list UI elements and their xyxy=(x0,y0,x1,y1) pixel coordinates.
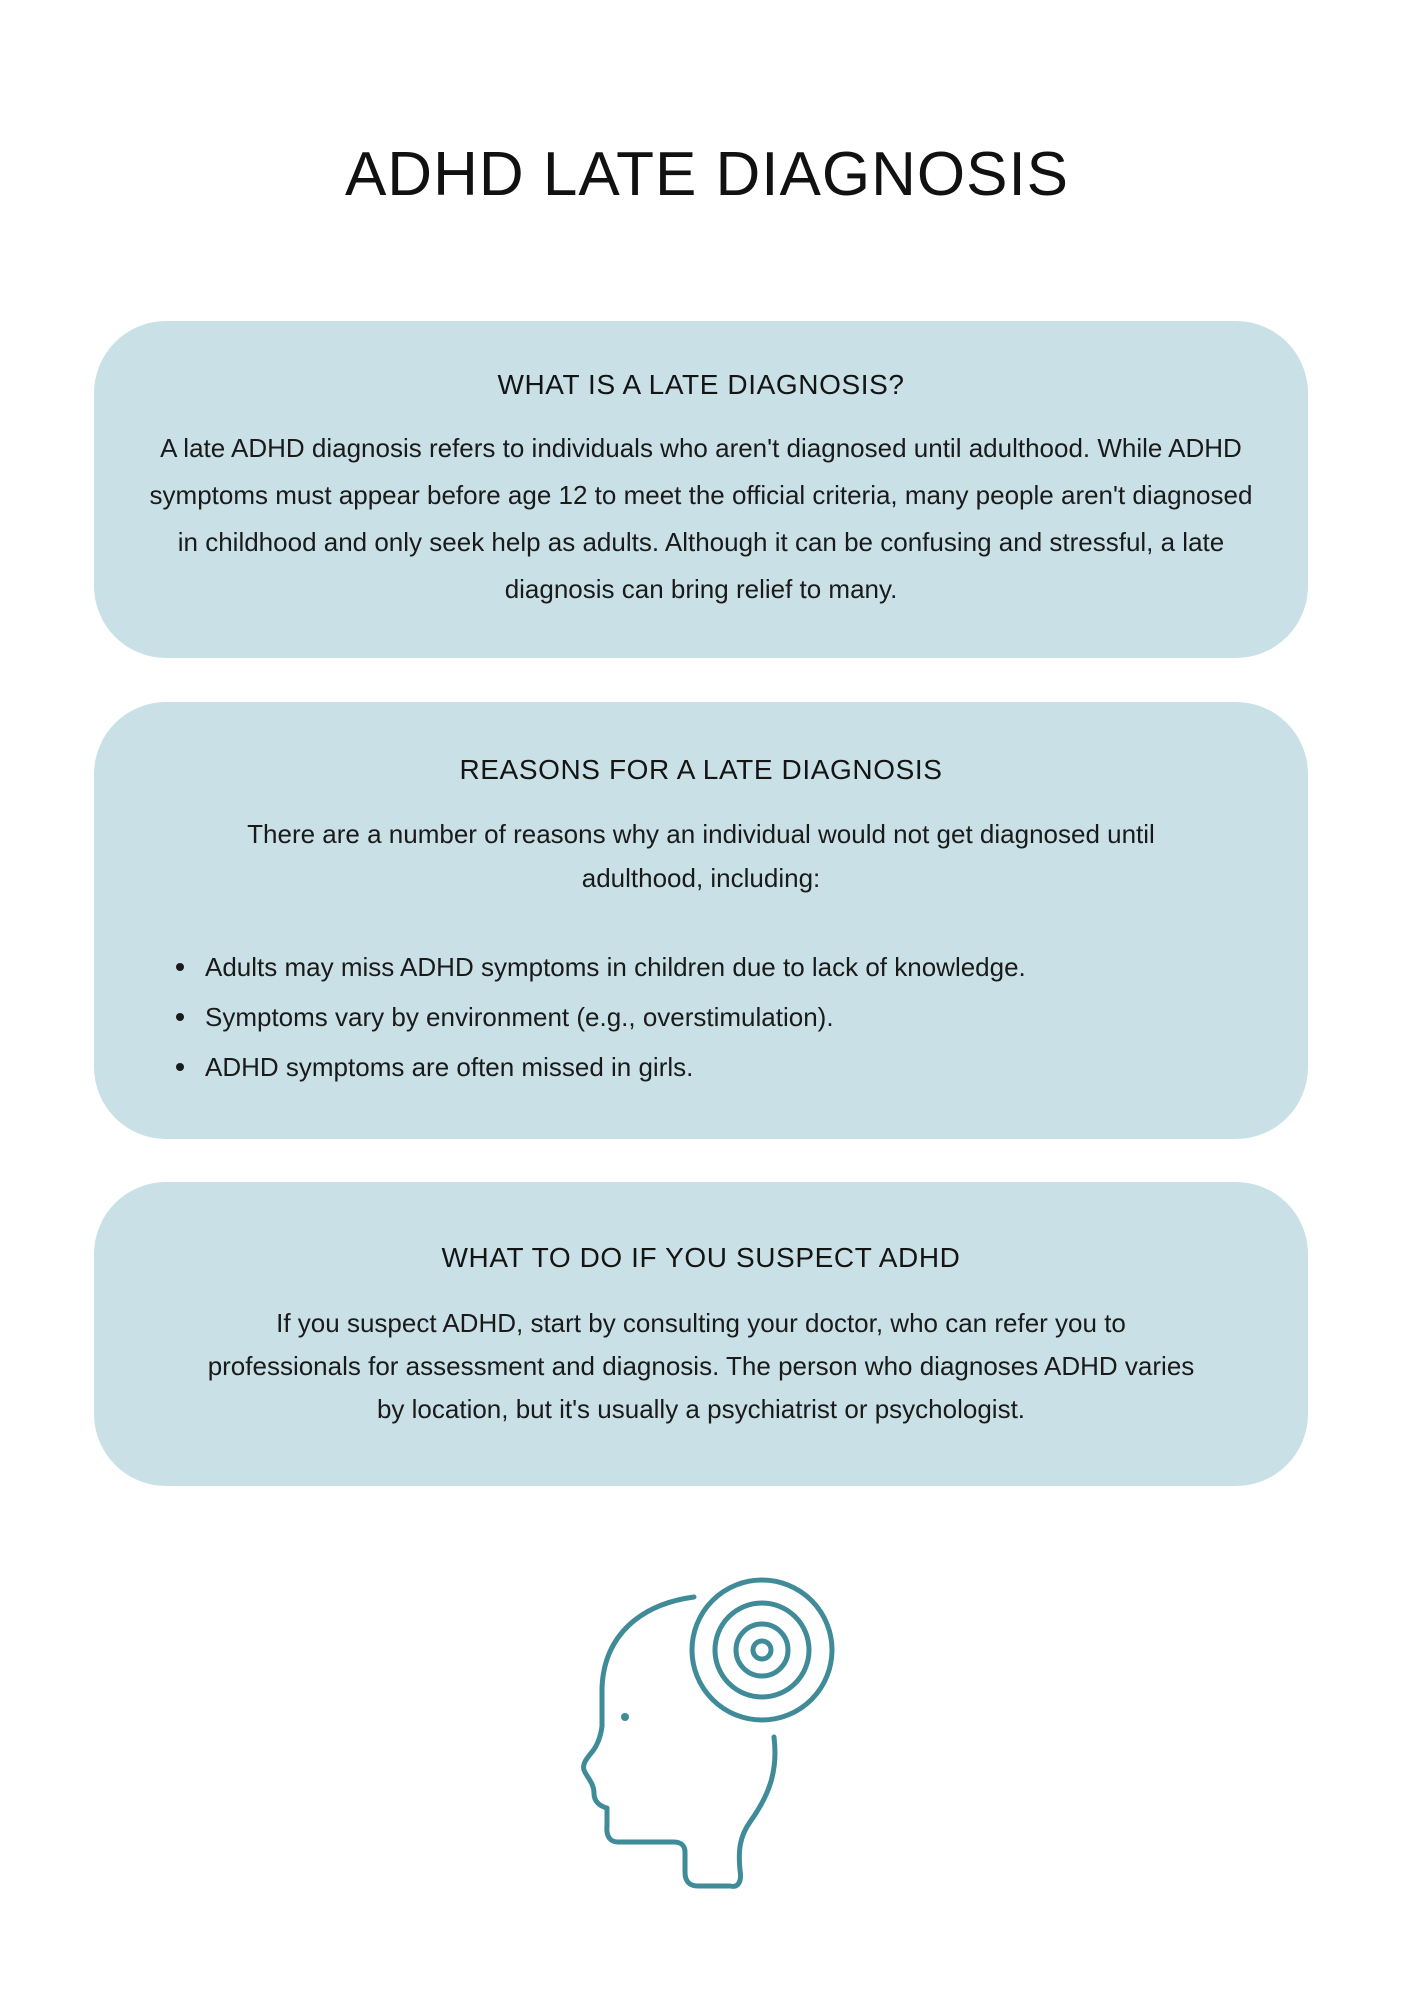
list-item xyxy=(94,1042,1308,1092)
target-inner-ring xyxy=(736,1624,788,1676)
card-heading: WHAT TO DO IF YOU SUSPECT ADHD xyxy=(441,1242,961,1273)
list-item-text: Symptoms vary by environment (e.g., overstimulation). xyxy=(205,1002,834,1032)
list-item-text: Adults may miss ADHD symptoms in children due to lack of knowledge. xyxy=(205,952,1026,982)
target-center-ring xyxy=(753,1641,771,1659)
card-body: If you suspect ADHD, start by consulting your doctor, who can refer you to professionals for assessment and diagnosis. The person who diagnoses ADHD varies by location, but it's usually a psychiatrist or psychologist. xyxy=(207,1308,1195,1424)
head-with-target-icon xyxy=(580,1570,850,1890)
reasons-list xyxy=(94,942,1308,1092)
bullet-icon xyxy=(176,1063,184,1071)
page-title: ADHD LATE DIAGNOSIS xyxy=(344,140,1070,209)
card-heading: REASONS FOR A LATE DIAGNOSIS xyxy=(459,754,943,785)
card-what-is-late-diagnosis xyxy=(94,321,1308,658)
card-heading: WHAT IS A LATE DIAGNOSIS? xyxy=(497,369,905,400)
target-middle-ring xyxy=(715,1603,809,1697)
card-reasons-late-diagnosis xyxy=(94,702,1308,1139)
list-item xyxy=(94,942,1308,992)
list-item-text: ADHD symptoms are often missed in girls. xyxy=(205,1052,694,1082)
bullet-icon xyxy=(176,1013,184,1021)
card-what-to-do xyxy=(94,1182,1308,1486)
card-body: A late ADHD diagnosis refers to individuals who aren't diagnosed until adulthood. While ADHD symptoms must appear before age 12 to meet the official criteria, many people aren't diagnosed in childhood and only seek help as adults. Although it can be confusing and stressful, a late diagnosis can bring relief to many. xyxy=(149,433,1253,604)
card-body: There are a number of reasons why an individual would not get diagnosed until adulthood, including: xyxy=(247,819,1155,893)
head-outline xyxy=(584,1597,775,1886)
bullet-icon xyxy=(176,963,184,971)
eye-dot xyxy=(621,1713,629,1721)
list-item xyxy=(94,992,1308,1042)
